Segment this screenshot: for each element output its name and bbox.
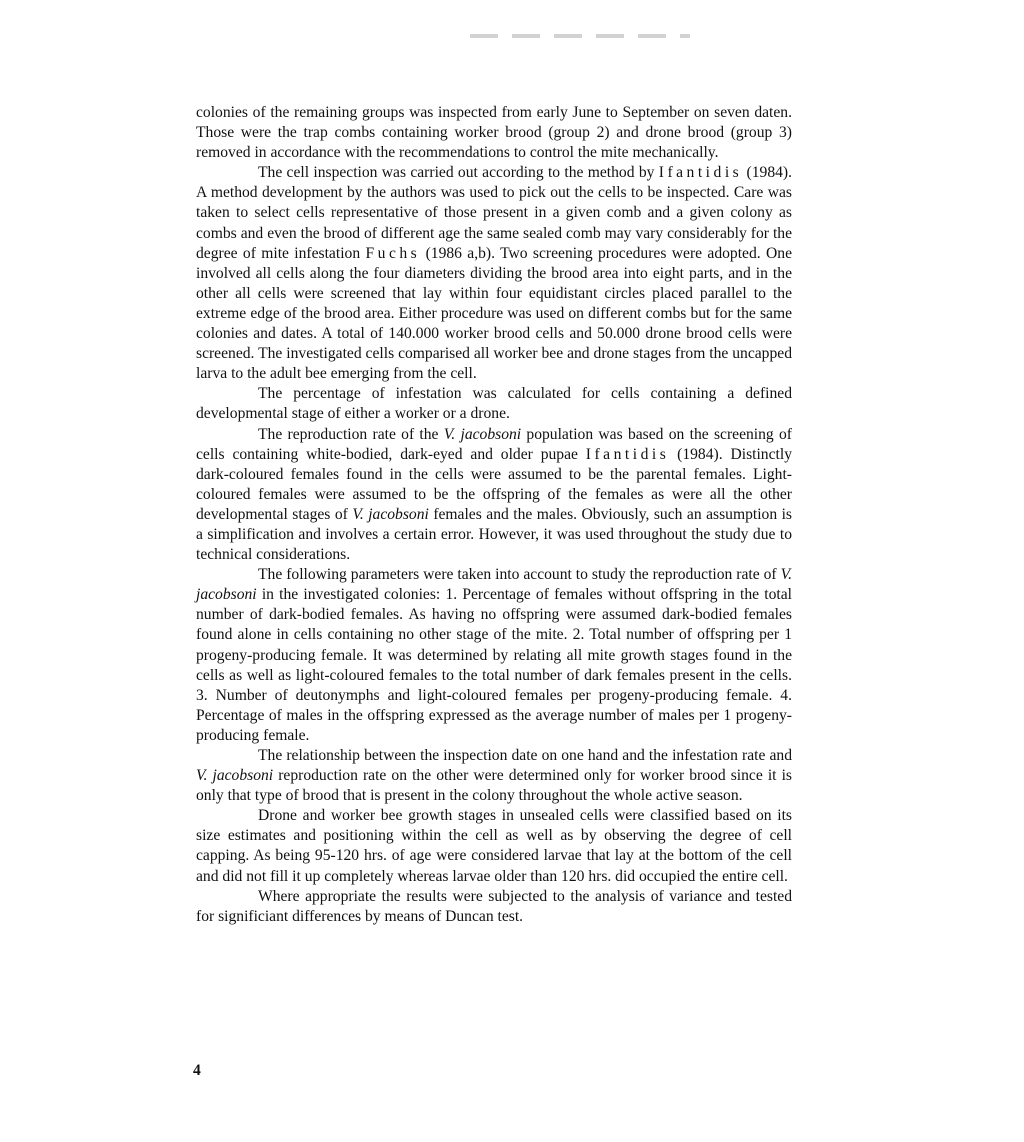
species-name: V. jacobsoni (196, 767, 274, 785)
text-run: (1984). Distinctly dark-coloured females found in the cells were assumed to be the parental females. Light-coloured females were assumed to be the offspring of the females as were all the other developmental stages of (196, 445, 792, 523)
text-run: The following parameters were taken into account to study the reproduction rate of (258, 566, 781, 584)
text-run: The cell inspection was carried out according to the method by (258, 164, 659, 182)
paragraph-8 (196, 887, 792, 927)
author-name: Ifantidis (658, 164, 743, 182)
species-name: V. jacobsoni (443, 425, 522, 443)
species-name: V. jacobsoni (352, 505, 429, 523)
scan-artifact-marks (470, 34, 690, 38)
text-run: in the investigated colonies: 1. Percentage of females without offspring in the total number of dark-bodied females. As having no offspring were assumed dark-bodied females found alone in cells containing no other stage of the mite. 2. Total number of offspring per 1 progeny-producing female. It was determined by relating all mite growth stages found in the cells as well as light-coloured females to the total number of dark females present in the cells. 3. Number of deutonymphs and light-coloured females per progeny-producing female. 4. Percentage of males in the offspring expressed as the average number of males per 1 progeny-producing female. (196, 586, 792, 744)
species-name: V. jacobsoni (196, 566, 792, 604)
text-run: (1986 a,b). Two screening procedures were adopted. One involved all cells along the four diameters dividing the brood area into eight parts, and in the other all cells were screened that lay within four equidistant circles placed parallel to the extreme edge of the brood area. Either procedure was used on different combs but for the same colonies and dates. A total of 140.000 worker brood cells and 50.000 drone brood cells were screened. The investigated cells comparised all worker bee and drone stages from the uncapped larva to the adult bee emerging from the cell. (196, 244, 792, 383)
paragraph-1 (196, 103, 792, 163)
text-run: population was based on the screening of cells containing white-bodied, dark-eyed and older pupae (196, 425, 792, 463)
text-run: Drone and worker bee growth stages in unsealed cells were classified based on its size estimates and positioning within the cell as well as by observing the degree of cell capping. As being 95-120 hrs. of age were considered larvae that lay at the bottom of the cell and did not fill it up completely whereas larvae older than 120 hrs. did occupied the entire cell. (196, 807, 792, 885)
paragraph-6 (196, 746, 792, 806)
author-name: Fuchs (365, 244, 421, 262)
text-run: The reproduction rate of the (258, 425, 444, 443)
body-text (196, 103, 792, 927)
author-name: Ifantidis (585, 445, 670, 463)
paragraph-3 (196, 384, 792, 424)
text-run: colonies of the remaining groups was inspected from early June to September on seven daten. Those were the trap combs containing worker brood (group 2) and drone brood (group 3) removed in accordance with the recommendations to control the mite mechanically. (196, 104, 792, 162)
text-run: The percentage of infestation was calculated for cells containing a defined developmental stage of either a worker or a drone. (196, 385, 792, 423)
text-run: (1984). A method development by the authors was used to pick out the cells to be inspected. Care was taken to select cells representative of those present in a given comb and a given colony as combs and even the brood of different age the same sealed comb may vary considerably for the degree of mite infestation (196, 164, 793, 262)
paragraph-2 (196, 163, 792, 384)
text-run: The relationship between the inspection date on one hand and the infestation rate and (258, 747, 792, 764)
paragraph-7 (196, 806, 792, 886)
paragraph-5 (196, 565, 792, 746)
paragraph-4 (196, 425, 792, 566)
text-run: Where appropriate the results were subjected to the analysis of variance and tested for significiant differences by means of Duncan test. (196, 887, 792, 925)
page-number: 4 (193, 1062, 201, 1079)
text-run: reproduction rate on the other were determined only for worker brood since it is only that type of brood that is present in the colony throughout the whole active season. (196, 767, 792, 805)
text-run: females and the males. Obviously, such an assumption is a simplification and involves a certain error. However, it was used throughout the study due to technical considerations. (196, 505, 792, 564)
